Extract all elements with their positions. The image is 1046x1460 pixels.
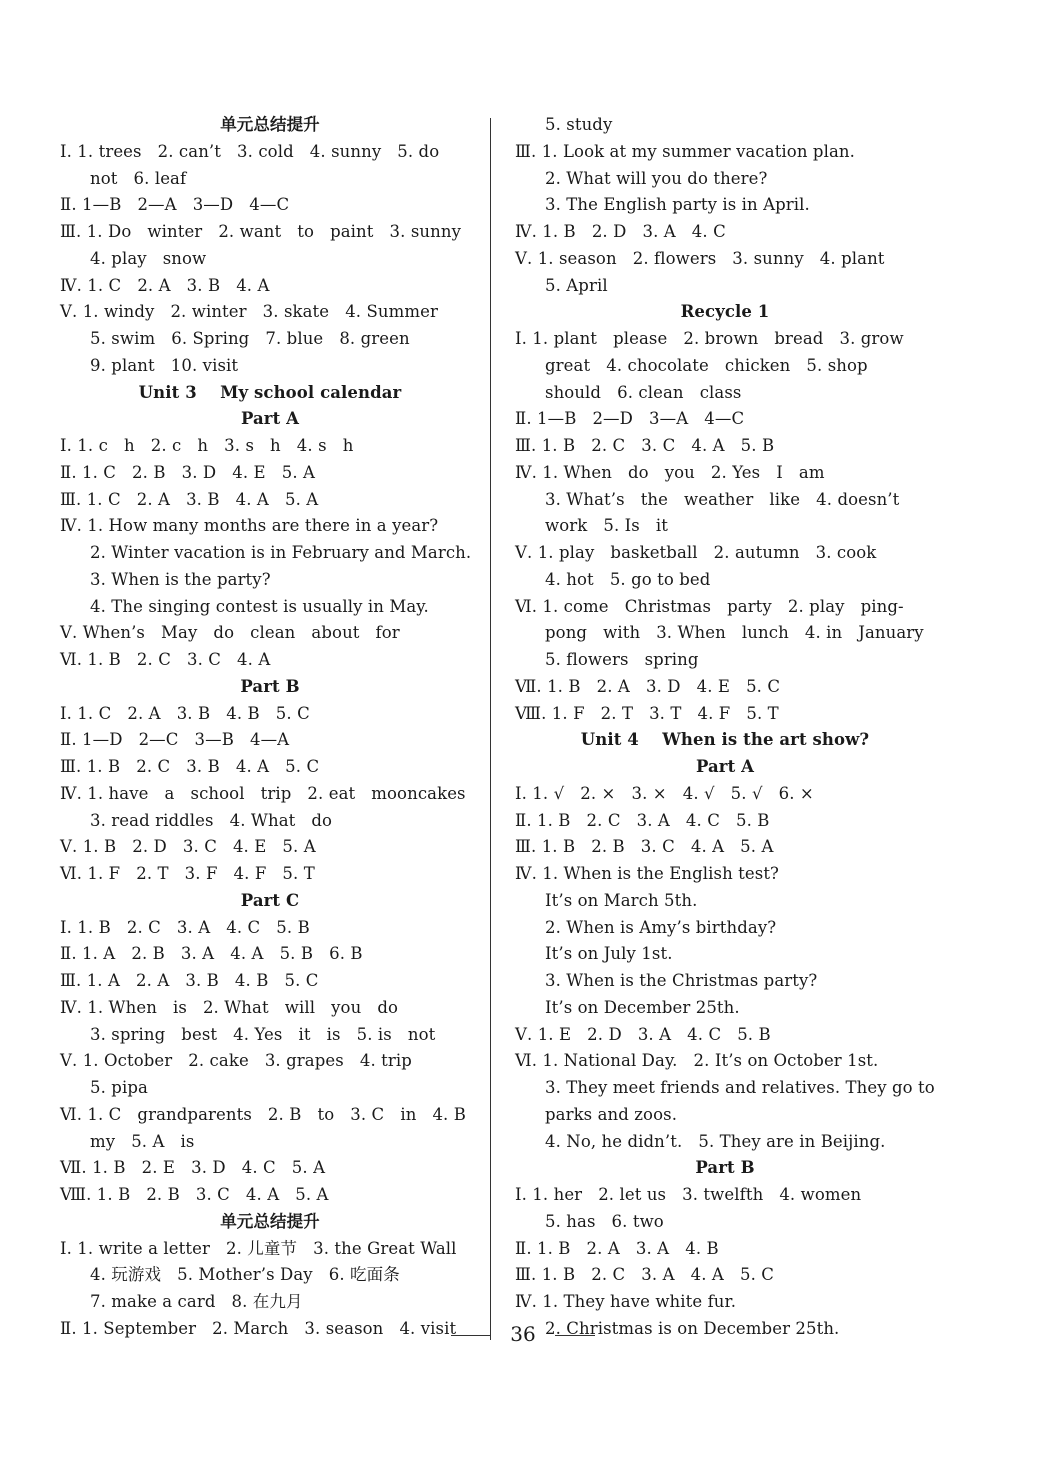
answer-line: Ⅲ. 1. A 2. A 3. B 4. B 5. C [60,971,319,990]
answer-line: Ⅲ. 1. Do winter 2. want to paint 3. sunny [60,222,461,241]
answer-line: 2. Winter vacation is in February and March. [90,543,472,562]
answer-line: Ⅳ. 1. When is 2. What will you do [60,997,399,1017]
section-heading: Part A [695,757,755,776]
answer-line: not 6. leaf [90,168,187,188]
answer-line: 5. April [545,275,608,295]
answer-line: 3. spring best 4. Yes it is 5. is not [90,1024,436,1044]
answer-line: 3. When is the Christmas party? [545,971,818,990]
answer-line: Ⅷ. 1. B 2. B 3. C 4. A 5. A [60,1185,329,1204]
answer-line: Ⅴ. 1. October 2. cake 3. grapes 4. trip [60,1051,412,1071]
answer-line: 3. When is the party? [90,569,271,589]
answer-line: Ⅱ. 1—D 2—C 3—B 4—A [60,730,290,750]
answer-line: Ⅳ. 1. B 2. D 3. A 4. C [515,222,726,241]
answer-line: my 5. A is [90,1131,195,1151]
page-footer [0,1322,1046,1346]
answer-line: 2. When is Amy’s birthday? [545,917,777,937]
answer-line: Ⅱ. 1. C 2. B 3. D 4. E 5. A [60,462,316,482]
section-heading: Unit 4 When is the art show? [580,730,870,750]
answer-line: Ⅵ. 1. National Day. 2. It’s on October 1st. [515,1051,879,1071]
answer-line: Ⅰ. 1. C 2. A 3. B 4. B 5. C [60,703,310,723]
answer-line: 5. study [545,115,613,134]
section-heading: Part A [240,409,300,429]
answer-line: Ⅰ. 1. √ 2. × 3. × 4. √ 5. √ 6. × [515,783,814,803]
answer-line: Ⅵ. 1. C grandparents 2. B to 3. C in 4. B [60,1104,466,1124]
answer-line: 5. pipa [90,1078,148,1097]
left-column [60,112,480,1343]
answer-line: 4. 玩游戏 5. Mother’s Day 6. 吃面条 [90,1265,400,1285]
answer-line: Ⅴ. 1. play basketball 2. autumn 3. cook [515,543,877,562]
answer-line: Ⅲ. 1. B 2. C 3. C 4. A 5. B [515,436,775,455]
answer-line: Ⅳ. 1. C 2. A 3. B 4. A [60,275,270,295]
answer-line: 3. read riddles 4. What do [90,810,333,830]
answer-line: 5. flowers spring [545,650,699,669]
answer-line: Ⅶ. 1. B 2. E 3. D 4. C 5. A [60,1158,326,1178]
answer-line: It’s on March 5th. [545,890,698,910]
answer-line: Ⅷ. 1. F 2. T 3. T 4. F 5. T [515,703,779,723]
answer-line: pong with 3. When lunch 4. in January [545,623,924,643]
answer-line: Ⅴ. 1. season 2. flowers 3. sunny 4. plant [515,248,885,268]
answer-line: Ⅶ. 1. B 2. A 3. D 4. E 5. C [515,676,781,696]
answer-line: Ⅴ. 1. B 2. D 3. C 4. E 5. A [60,837,316,857]
answer-line: Ⅱ. 1—B 2—A 3—D 4—C [60,195,290,215]
answer-line: It’s on July 1st. [545,944,673,964]
section-heading: Part B [695,1158,755,1178]
answer-line: parks and zoos. [545,1104,678,1124]
answer-line: Ⅴ. 1. E 2. D 3. A 4. C 5. B [515,1024,771,1044]
answer-line: Ⅳ. 1. When is the English test? [515,864,780,883]
section-heading: Part C [240,890,300,910]
answer-line: Ⅲ. 1. B 2. C 3. A 4. A 5. C [515,1265,774,1285]
answer-line: Ⅱ. 1. September 2. March 3. season 4. visit [60,1318,457,1338]
section-heading: Unit 3 My school calendar [138,382,402,402]
answer-line: Ⅲ. 1. B 2. B 3. C 4. A 5. A [515,837,774,857]
answer-line: Ⅵ. 1. B 2. C 3. C 4. A [60,650,271,669]
answer-line: Ⅱ. 1. B 2. A 3. A 4. B [515,1238,719,1258]
section-heading: Part B [240,676,300,696]
answer-line: 2. What will you do there? [545,168,768,188]
footer-dash-left [451,1335,491,1336]
answer-line: Ⅰ. 1. write a letter 2. 儿童节 3. the Great Wall [60,1238,457,1258]
answer-line: Ⅰ. 1. trees 2. can’t 3. cold 4. sunny 5. do [60,141,440,161]
answer-line: Ⅰ. 1. B 2. C 3. A 4. C 5. B [60,917,310,937]
answer-line: Ⅵ. 1. come Christmas party 2. play ping- [515,596,904,616]
answer-line: Ⅵ. 1. F 2. T 3. F 4. F 5. T [60,864,315,883]
page-number: 36 [510,1322,536,1346]
answer-line: Ⅲ. 1. C 2. A 3. B 4. A 5. A [60,489,319,509]
answer-line: 3. What’s the weather like 4. doesn’t [545,489,900,509]
answer-line: Ⅱ. 1—B 2—D 3—A 4—C [515,409,745,429]
section-heading: Recycle 1 [680,302,770,322]
answer-line: work 5. Is it [545,516,668,536]
answer-line: 4. The singing contest is usually in May. [90,596,429,616]
answer-line: It’s on December 25th. [545,997,740,1017]
answer-line: Ⅲ. 1. Look at my summer vacation plan. [515,141,855,161]
answer-line: 4. No, he didn’t. 5. They are in Beijing. [545,1131,886,1151]
column-divider [490,118,491,1340]
section-heading: 单元总结提升 [220,1211,320,1231]
answer-line: Ⅰ. 1. plant please 2. brown bread 3. grow [515,329,904,348]
answer-line: 4. hot 5. go to bed [545,569,711,589]
answer-line: Ⅳ. 1. have a school trip 2. eat mooncakes [60,783,466,803]
answer-line: Ⅴ. When’s May do clean about for [60,623,400,643]
footer-dash-right [555,1335,595,1336]
answer-line: 9. plant 10. visit [90,355,239,375]
answer-line: Ⅰ. 1. c h 2. c h 3. s h 4. s h [60,436,354,455]
answer-line: great 4. chocolate chicken 5. shop [545,355,868,375]
answer-line: 7. make a card 8. 在九月 [90,1292,303,1311]
answer-line: should 6. clean class [545,382,742,402]
answer-line: Ⅳ. 1. How many months are there in a year? [60,516,439,536]
answer-line: 4. play snow [90,248,207,268]
answer-line: Ⅰ. 1. her 2. let us 3. twelfth 4. women [515,1185,862,1204]
answer-line: Ⅲ. 1. B 2. C 3. B 4. A 5. C [60,757,320,776]
answer-line: Ⅳ. 1. When do you 2. Yes I am [515,462,825,482]
right-column [515,112,935,1343]
answer-line: 3. They meet friends and relatives. They go to [545,1078,935,1097]
answer-line: 5. swim 6. Spring 7. blue 8. green [90,329,410,348]
answer-line: Ⅳ. 1. They have white fur. [515,1292,737,1311]
answer-line: Ⅱ. 1. A 2. B 3. A 4. A 5. B 6. B [60,944,363,964]
answer-line: 2. Christmas is on December 25th. [545,1318,840,1338]
answer-line: Ⅱ. 1. B 2. C 3. A 4. C 5. B [515,810,770,830]
section-heading: 单元总结提升 [220,115,320,134]
answer-line: 3. The English party is in April. [545,195,810,215]
answer-line: 5. has 6. two [545,1211,664,1231]
answer-line: Ⅴ. 1. windy 2. winter 3. skate 4. Summer [60,302,438,322]
